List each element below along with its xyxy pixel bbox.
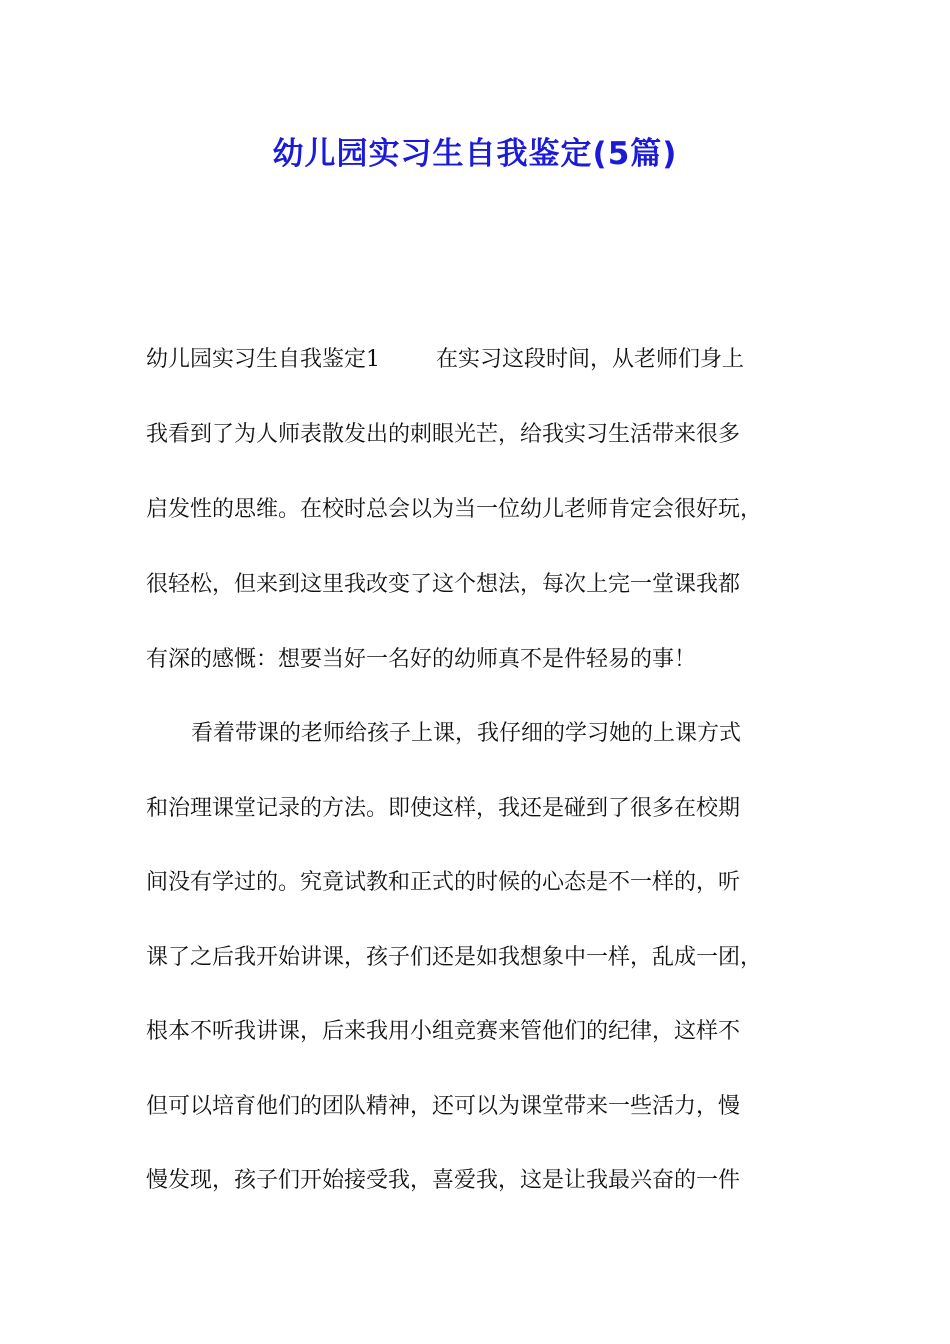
paragraph-line: 课了之后我开始讲课，孩子们还是如我想象中一样，乱成一团，	[146, 945, 763, 970]
paragraph-line: 和治理课堂记录的方法。即使这样，我还是碰到了很多在校期	[146, 796, 741, 821]
paragraph-line: 有深的感慨：想要当好一名好的幼师真不是件轻易的事！	[146, 647, 697, 672]
paragraph-line	[146, 345, 846, 375]
line-text: 在实习这段时间，从老师们身上	[436, 347, 745, 372]
paragraph-line: 慢发现，孩子们开始接受我，喜爱我，这是让我最兴奋的一件	[146, 1168, 741, 1193]
paragraph-line: 但可以培育他们的团队精神，还可以为课堂带来一些活力，慢	[146, 1094, 741, 1119]
paragraph-line: 我看到了为人师表散发出的刺眼光芒，给我实习生活带来很多	[146, 422, 741, 447]
paragraph-line: 看着带课的老师给孩子上课，我仔细的学习她的上课方式	[191, 721, 742, 746]
document-title: 幼儿园实习生自我鉴定(5篇)	[272, 136, 678, 172]
section-heading: 幼儿园实习生自我鉴定1	[146, 347, 380, 372]
paragraph-line: 很轻松，但来到这里我改变了这个想法，每次上完一堂课我都	[146, 572, 741, 597]
paragraph-line: 间没有学过的。究竟试教和正式的时候的心态是不一样的，听	[146, 870, 741, 895]
paragraph-line: 启发性的思维。在校时总会以为当一位幼儿老师肯定会很好玩，	[146, 497, 763, 522]
paragraph-line: 根本不听我讲课，后来我用小组竞赛来管他们的纪律，这样不	[146, 1019, 741, 1044]
